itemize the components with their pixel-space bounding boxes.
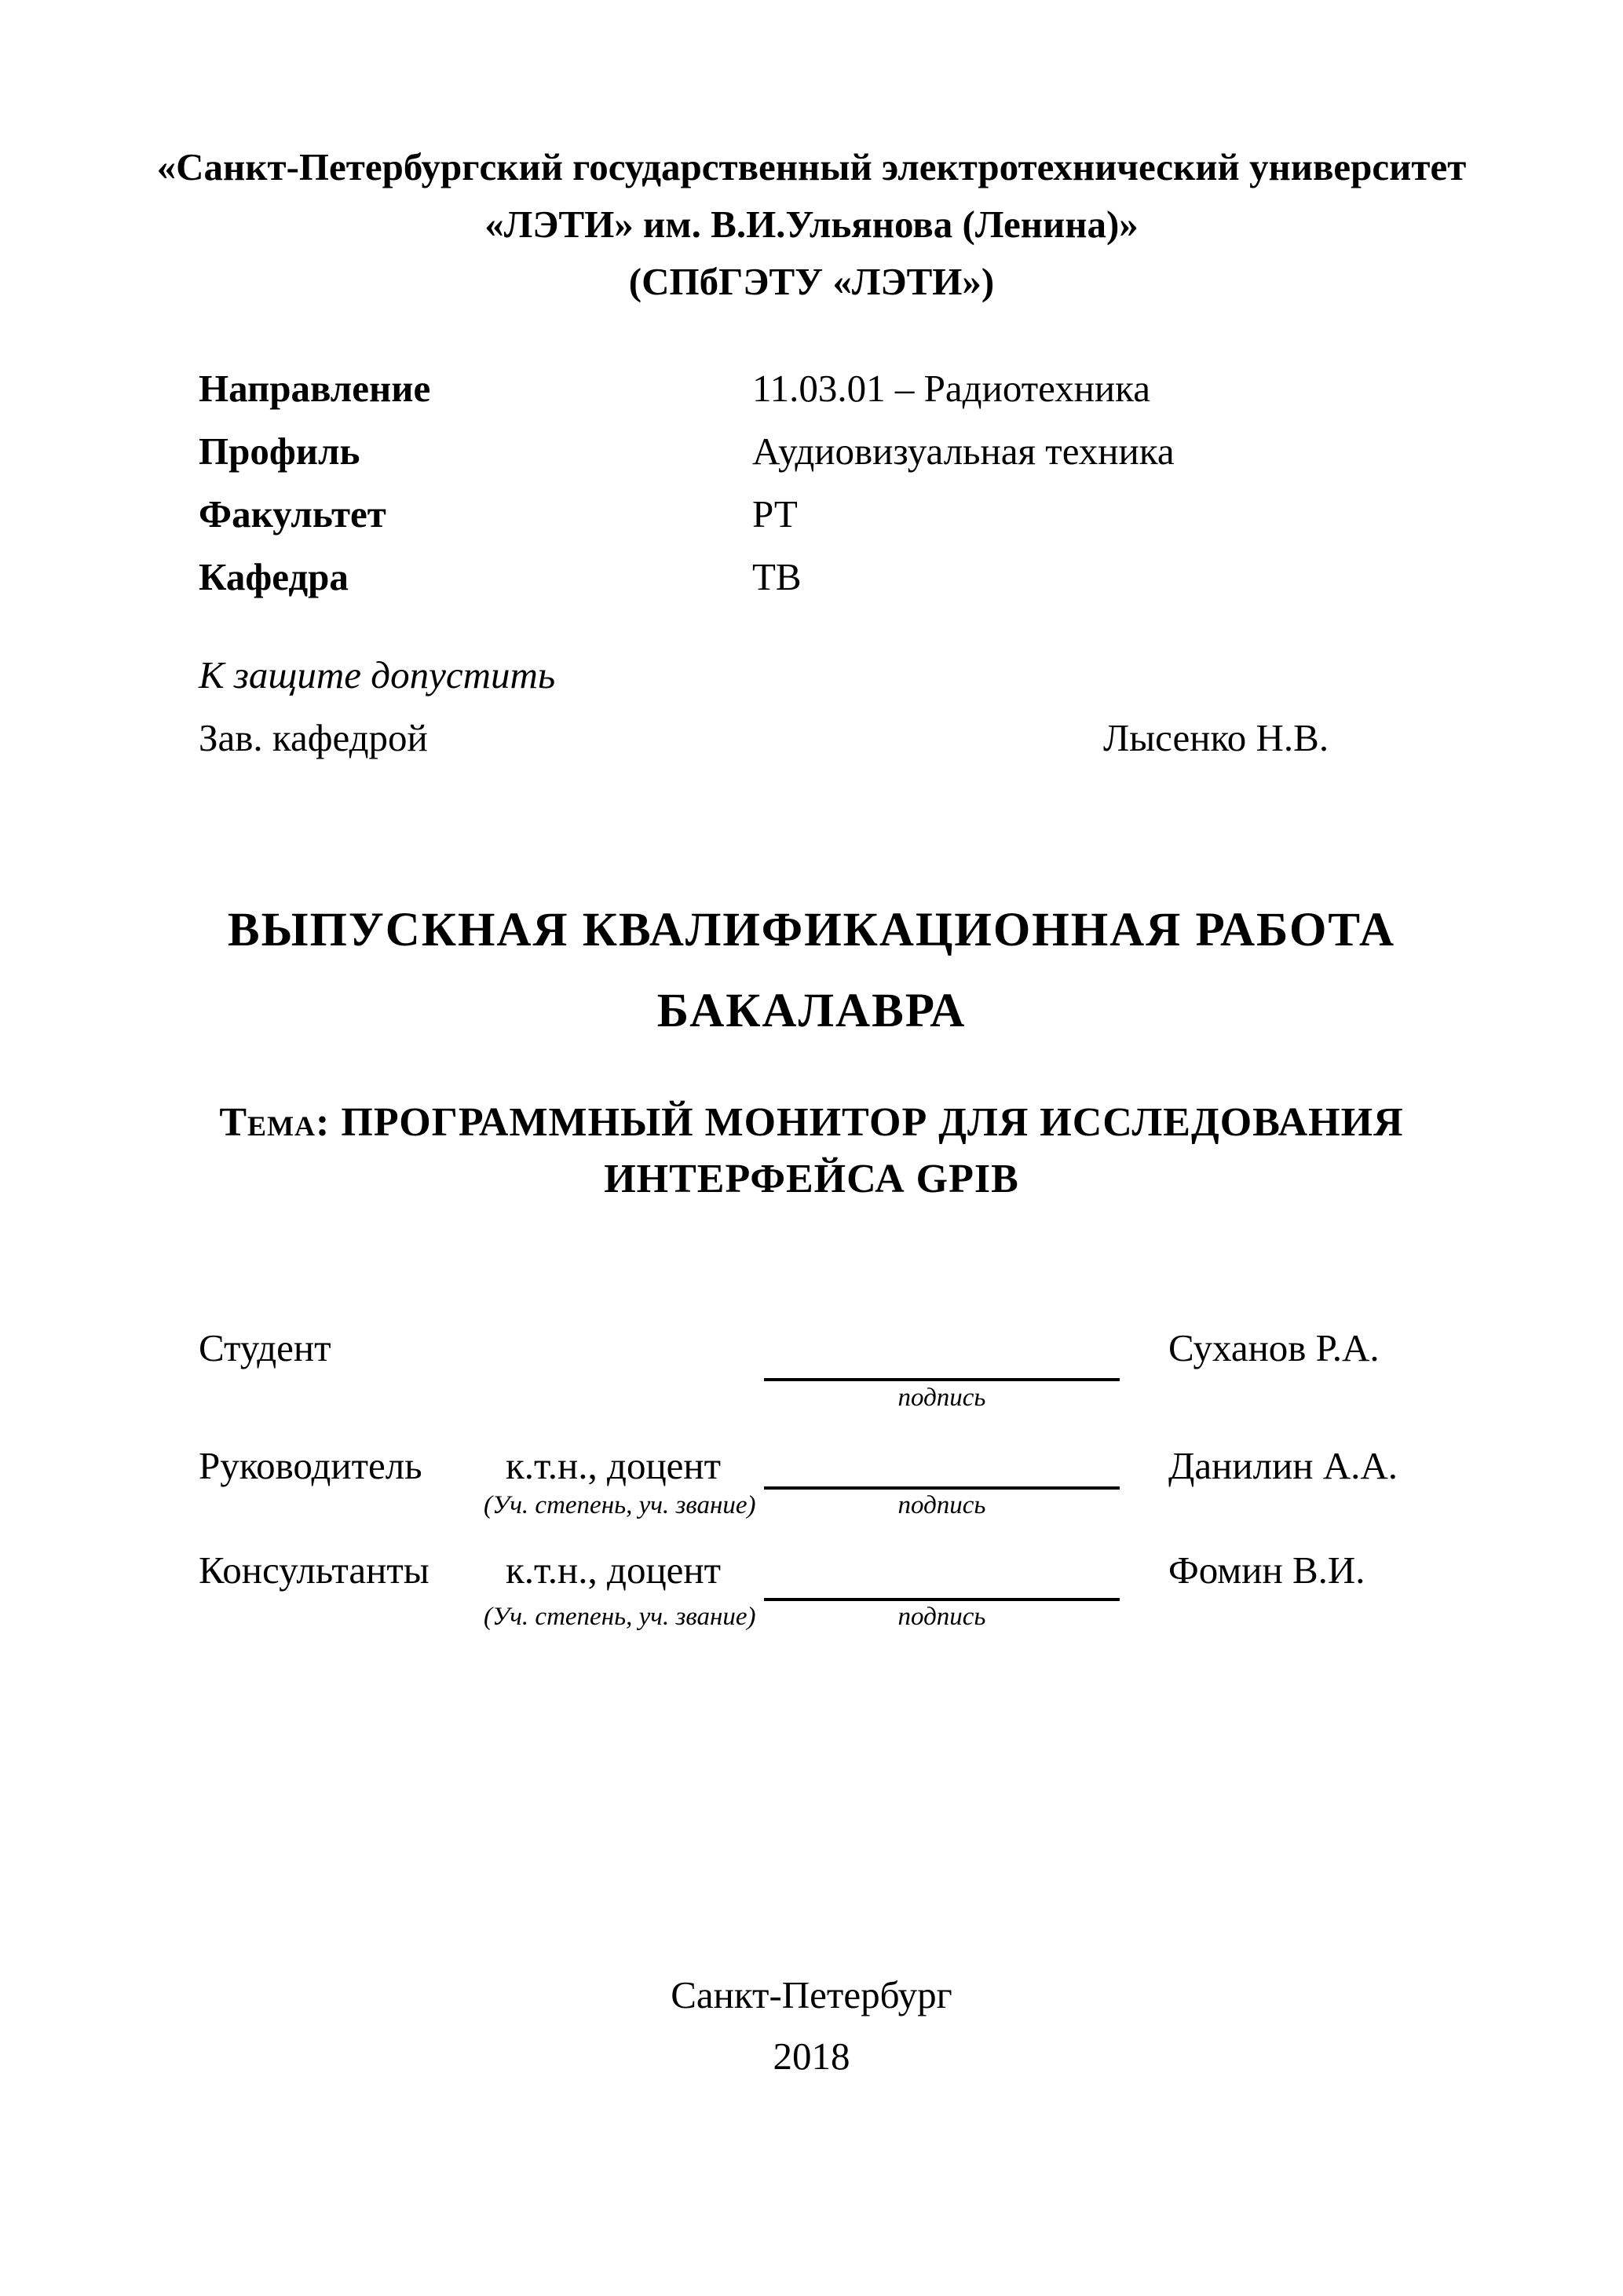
signature-role-supervisor: Руководитель: [199, 1444, 422, 1487]
topic-line-1: [0, 1095, 1623, 1151]
signature-line-supervisor: [764, 1486, 1120, 1490]
field-label-faculty: Факультет: [199, 492, 386, 536]
university-header-line-2: «ЛЭТИ» им. В.И.Ульянова (Ленина)»: [484, 203, 1139, 246]
field-value-department: ТВ: [752, 555, 802, 598]
field-value-faculty: РТ: [752, 492, 798, 536]
department-head-name: Лысенко Н.В.: [1103, 716, 1329, 759]
admission-note: К защите допустить: [199, 653, 556, 696]
topic-line-1-text: ПРОГРАММНЫЙ МОНИТОР ДЛЯ ИССЛЕДОВАНИЯ: [341, 1100, 1404, 1145]
admission-row: [199, 715, 1424, 760]
signature-degree-consultants: к.т.н., доцент: [506, 1548, 722, 1592]
signature-caption-student: подпись: [897, 1384, 986, 1412]
field-label-profile: Профиль: [199, 430, 360, 473]
signature-name-supervisor: Данилин А.А.: [1168, 1444, 1398, 1487]
signature-caption-supervisor: подпись: [897, 1491, 986, 1519]
university-header: [0, 138, 1623, 310]
signature-role-consultants: Консультанты: [199, 1548, 430, 1592]
field-value-direction: 11.03.01 – Радиотехника: [752, 367, 1150, 410]
university-header-line-1: «Санкт-Петербургский государственный электротехнический университет: [156, 145, 1467, 188]
signature-name-consultants: Фомин В.И.: [1168, 1548, 1365, 1592]
main-title: [0, 890, 1623, 1051]
topic-line-2: ИНТЕРФЕЙСА GPIB: [604, 1157, 1019, 1201]
department-head-label: Зав. кафедрой: [199, 716, 428, 759]
footer-year: 2018: [773, 2035, 850, 2078]
university-header-line-3: (СПбГЭТУ «ЛЭТИ»): [628, 260, 995, 303]
signature-role-student: Студент: [199, 1326, 331, 1369]
field-value-profile: Аудиовизуальная техника: [752, 430, 1175, 473]
signature-degree-supervisor: к.т.н., доцент: [506, 1444, 722, 1487]
signature-name-student: Суханов Р.А.: [1168, 1326, 1380, 1369]
signature-line-student: [764, 1378, 1120, 1381]
degree-caption-supervisor: (Уч. степень, уч. звание): [484, 1491, 756, 1519]
main-title-line-1: ВЫПУСКНАЯ КВАЛИФИКАЦИОННАЯ РАБОТА: [227, 904, 1396, 956]
main-title-line-2: БАКАЛАВРА: [656, 985, 967, 1037]
signature-line-consultants: [764, 1598, 1120, 1601]
field-row-department: [199, 554, 1424, 601]
footer-city: Санкт-Петербург: [671, 1973, 952, 2016]
topic-prefix: Тема:: [219, 1100, 331, 1145]
field-row-direction: [199, 366, 1424, 413]
degree-caption-consultants: (Уч. степень, уч. звание): [484, 1603, 756, 1631]
field-row-profile: [199, 429, 1424, 476]
field-label-direction: Направление: [199, 367, 431, 410]
topic-heading: [0, 1095, 1623, 1208]
field-row-faculty: [199, 492, 1424, 539]
field-label-department: Кафедра: [199, 555, 349, 598]
signature-caption-consultants: подпись: [897, 1603, 986, 1631]
